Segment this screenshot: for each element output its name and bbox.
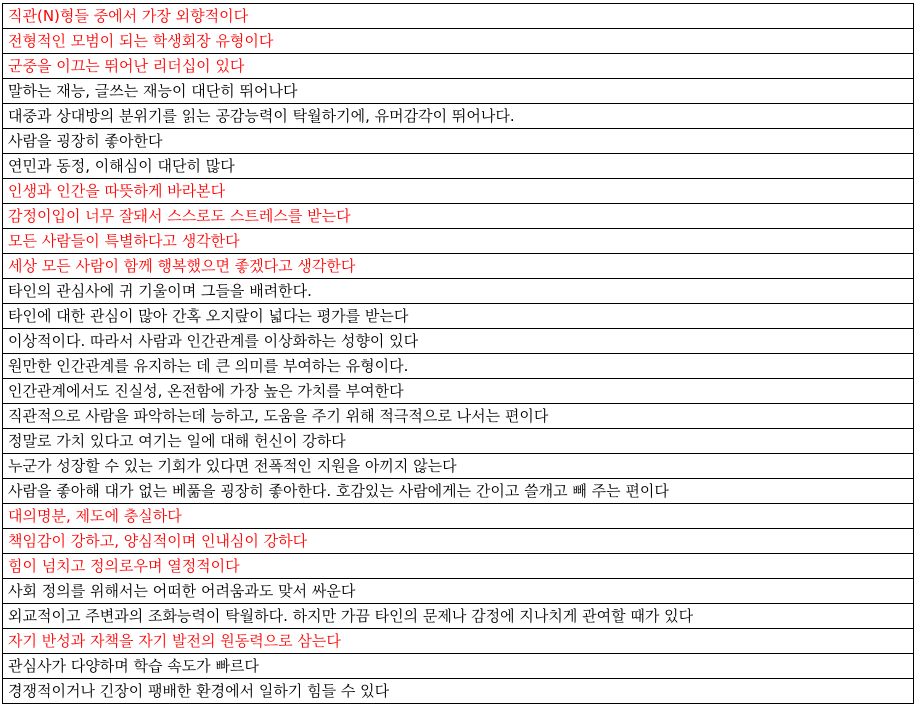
table-row: 타인의 관심사에 귀 기울이며 그들을 배려한다. — [2, 279, 914, 304]
table-row: 사람을 좋아해 대가 없는 베풂을 굉장히 좋아한다. 호감있는 사람에게는 간이고 쓸개고 빼 주는 편이다 — [2, 479, 914, 504]
table-row: 군중을 이끄는 뛰어난 리더십이 있다 — [2, 54, 914, 79]
table-row: 인생과 인간을 따뜻하게 바라본다 — [2, 179, 914, 204]
table-row: 직관적으로 사람을 파악하는데 능하고, 도움을 주기 위해 적극적으로 나서는 편이다 — [2, 404, 914, 429]
table-row: 이상적이다. 따라서 사람과 인간관계를 이상화하는 성향이 있다 — [2, 329, 914, 354]
table-row: 전형적인 모범이 되는 학생회장 유형이다 — [2, 29, 914, 54]
table-row: 외교적이고 주변과의 조화능력이 탁월하다. 하지만 가끔 타인의 문제나 감정에 지나치게 관여할 때가 있다 — [2, 604, 914, 629]
table-row: 직관(N)형들 중에서 가장 외향적이다 — [2, 4, 914, 29]
table-row: 세상 모든 사람이 함께 행복했으면 좋겠다고 생각한다 — [2, 254, 914, 279]
table-row: 정말로 가치 있다고 여기는 일에 대해 헌신이 강하다 — [2, 429, 914, 454]
table-row: 대의명분, 제도에 충실하다 — [2, 504, 914, 529]
table-row: 모든 사람들이 특별하다고 생각한다 — [2, 229, 914, 254]
table-row: 말하는 재능, 글쓰는 재능이 대단히 뛰어나다 — [2, 79, 914, 104]
table-row: 관심사가 다양하며 학습 속도가 빠르다 — [2, 654, 914, 679]
table-row: 타인에 대한 관심이 많아 간혹 오지랖이 넓다는 평가를 받는다 — [2, 304, 914, 329]
table-row: 누군가 성장할 수 있는 기회가 있다면 전폭적인 지원을 아끼지 않는다 — [2, 454, 914, 479]
table-row: 힘이 넘치고 정의로우며 열정적이다 — [2, 554, 914, 579]
table-row: 연민과 동정, 이해심이 대단히 많다 — [2, 154, 914, 179]
table-row: 사람을 굉장히 좋아한다 — [2, 129, 914, 154]
table-row: 대중과 상대방의 분위기를 읽는 공감능력이 탁월하기에, 유머감각이 뛰어나다. — [2, 104, 914, 129]
table-row: 사회 정의를 위해서는 어떠한 어려움과도 맞서 싸운다 — [2, 579, 914, 604]
table-row: 인간관계에서도 진실성, 온전함에 가장 높은 가치를 부여한다 — [2, 379, 914, 404]
table-row: 원만한 인간관계를 유지하는 데 큰 의미를 부여하는 유형이다. — [2, 354, 914, 379]
table-row: 감정이입이 너무 잘돼서 스스로도 스트레스를 받는다 — [2, 204, 914, 229]
table-row: 책임감이 강하고, 양심적이며 인내심이 강하다 — [2, 529, 914, 554]
table-row: 자기 반성과 자책을 자기 발전의 원동력으로 삼는다 — [2, 629, 914, 654]
table-row: 경쟁적이거나 긴장이 팽배한 환경에서 일하기 힘들 수 있다 — [2, 679, 914, 704]
trait-table — [2, 3, 914, 704]
